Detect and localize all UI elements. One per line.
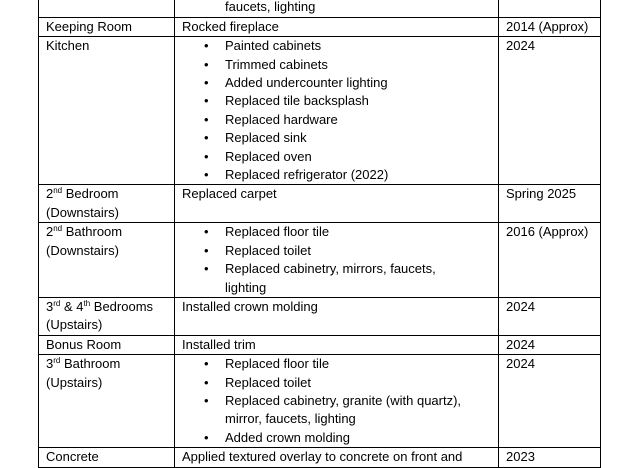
improvements-cell: Installed trim xyxy=(175,335,499,354)
list-item: mirror, faucets, lighting xyxy=(225,411,356,427)
date-cell: Spring 2025 xyxy=(499,185,601,223)
list-item: • Replaced oven xyxy=(225,148,492,166)
list-item: • Added undercounter lighting xyxy=(225,74,492,92)
table-row xyxy=(39,448,601,467)
renovation-table xyxy=(38,0,601,468)
room-cell: 3rd Bathroom (Upstairs) xyxy=(39,355,175,448)
date-cell xyxy=(499,0,601,17)
table-row xyxy=(39,185,601,223)
room-cell: Keeping Room xyxy=(39,17,175,36)
date-cell: 2024 xyxy=(499,335,601,354)
room-cell: 2nd Bedroom (Downstairs) xyxy=(39,185,175,223)
list-item: • Replaced toilet xyxy=(225,242,492,260)
list-item: • Replaced toilet xyxy=(225,374,492,392)
room-cell: Kitchen xyxy=(39,37,175,185)
date-cell: 2024 xyxy=(499,355,601,448)
table-row xyxy=(39,355,601,448)
list-item: • Replaced floor tile xyxy=(225,223,492,241)
room-cell: Bonus Room xyxy=(39,335,175,354)
date-cell: 2023 xyxy=(499,448,601,467)
improvements-cell: Rocked fireplace xyxy=(175,17,499,36)
improvements-cell: Replaced carpet xyxy=(175,185,499,223)
table-row xyxy=(39,0,601,17)
list-item: • Painted cabinets xyxy=(225,37,492,55)
room-cell: Concrete xyxy=(39,448,175,467)
list-item: • Replaced cabinetry, mirrors, faucets, xyxy=(225,260,492,278)
improvements-cell: Installed crown molding xyxy=(175,297,499,335)
bullet-list xyxy=(182,355,492,447)
table-row xyxy=(39,17,601,36)
table-row xyxy=(39,335,601,354)
date-cell: 2024 xyxy=(499,297,601,335)
list-item: lighting xyxy=(225,279,267,295)
table-row xyxy=(39,297,601,335)
list-item: • Replaced tile backsplash xyxy=(225,92,492,110)
improvements-cell xyxy=(175,0,499,17)
improvements-cell: Applied textured overlay to concrete on front and xyxy=(175,448,499,467)
table-row xyxy=(39,37,601,185)
improvements-cell xyxy=(175,355,499,448)
improvements-cell xyxy=(175,223,499,298)
room-cell xyxy=(39,0,175,17)
list-item: • Trimmed cabinets xyxy=(225,56,492,74)
bullet-list xyxy=(182,0,492,17)
list-item: • Replaced refrigerator (2022) xyxy=(225,166,492,184)
date-cell: 2014 (Approx) xyxy=(499,17,601,36)
list-item: • Replaced cabinetry, granite (with quartz), xyxy=(225,392,492,410)
list-item: faucets, lighting xyxy=(225,0,316,15)
table-row xyxy=(39,223,601,298)
list-item: • Replaced hardware xyxy=(225,111,492,129)
bullet-list xyxy=(182,37,492,184)
room-cell: 3rd & 4th Bedrooms (Upstairs) xyxy=(39,297,175,335)
date-cell: 2024 xyxy=(499,37,601,185)
room-cell: 2nd Bathroom (Downstairs) xyxy=(39,223,175,298)
bullet-list xyxy=(182,223,492,297)
list-item: • Added crown molding xyxy=(225,429,492,447)
date-cell: 2016 (Approx) xyxy=(499,223,601,298)
list-item: • Replaced floor tile xyxy=(225,355,492,373)
list-item: • Replaced sink xyxy=(225,129,492,147)
improvements-cell xyxy=(175,37,499,185)
